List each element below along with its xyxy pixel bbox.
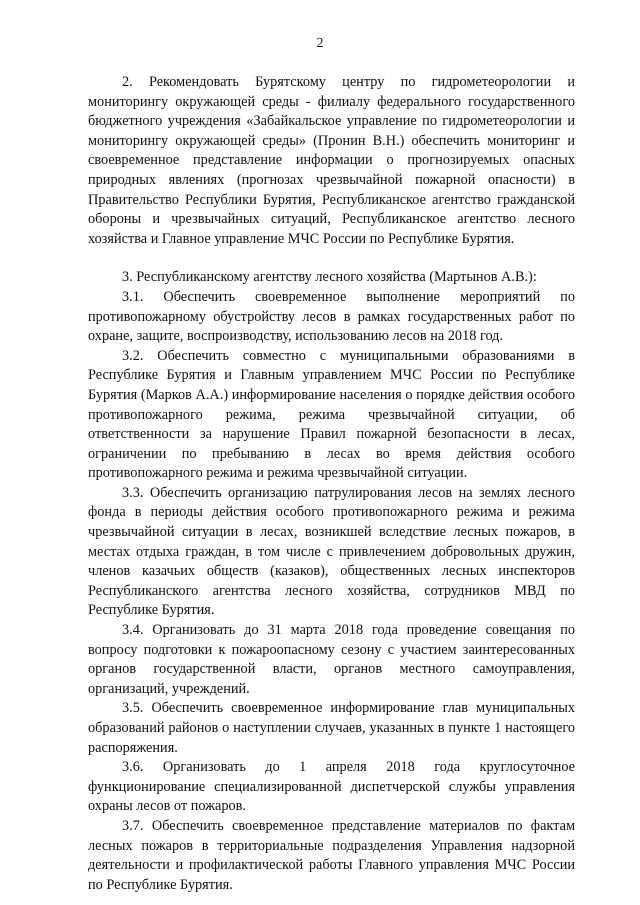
paragraph-3-7: 3.7. Обеспечить своевременное представление материалов по фактам лесных пожаров в территориальные подразделения Управления надзорной деятельности и профилактической работы Главного управления МЧС России по Республике Бурятия. (88, 817, 575, 893)
paragraph-3-6: 3.6. Организовать до 1 апреля 2018 года круглосуточное функционирование специализированной диспетчерской службы управления охраны лесов от пожаров. (88, 759, 575, 815)
paragraph-3-1: 3.1. Обеспечить своевременное выполнение мероприятий по противопожарному обустройству лесов в рамках государственных работ по охране, защите, воспроизводству, использованию лесов на 2018 год. (88, 288, 575, 345)
paragraph-3-3: 3.3. Обеспечить организацию патрулирования лесов на землях лесного фонда в периоды действия особого противопожарного режима и режима чрезвычайной ситуации в лесах, возникшей вследствие лесных пожаров, в местах отдыха граждан, в том числе с привлечением добровольных дружин, членов казачьих обществ (казаков), общественных лесных инспекторов Республиканского агентства лесного хозяйства, сотрудников МВД по Республике Бурятия. (88, 484, 575, 619)
page-number: 2 (316, 36, 324, 51)
paragraph-3: 3. Республиканскому агентству лесного хозяйства (Мартынов А.В.): (122, 269, 537, 286)
document-body (88, 73, 575, 895)
paragraph-3-2: 3.2. Обеспечить совместно с муниципальными образованиями в Республике Бурятия и Главным управлением МЧС России по Республике Бурятия (Марков А.А.) информирование населения о порядке действия особого противопожарного режима, режима чрезвычайной ситуации, об ответственности за нарушение Правил пожарной безопасности в лесах, ограничении по пребыванию в лесах во время действия особого противопожарного режима и режима чрезвычайной ситуации. (88, 347, 575, 482)
paragraph-3-4: 3.4. Организовать до 31 марта 2018 года проведение совещания по вопросу подготовки к пожароопасному сезону с участием заинтересованных органов государственной власти, органов местного самоуправления, организаций, учреждений. (88, 622, 575, 697)
paragraph-3-5: 3.5. Обеспечить своевременное информирование глав муниципальных образований районов о наступлении случаев, указанных в пункте 1 настоящего распоряжения. (88, 700, 575, 756)
paragraph-2: 2. Рекомендовать Бурятскому центру по гидрометеорологии и мониторингу окружающей среды - филиалу федерального государственного бюджетного учреждения «Забайкальское управление по гидрометеорологии и мониторингу окружающей среды» (Пронин В.Н.) обеспечить мониторинг и своевременное представление информации о прогнозируемых опасных природных явлениях (прогнозах чрезвычайной пожарной опасности) в Правительство Республики Бурятия, Республиканское агентство гражданской обороны и чрезвычайных ситуаций, Республиканское агентство лесного хозяйства и Главное управление МЧС России по Республике Бурятия. (88, 74, 575, 247)
